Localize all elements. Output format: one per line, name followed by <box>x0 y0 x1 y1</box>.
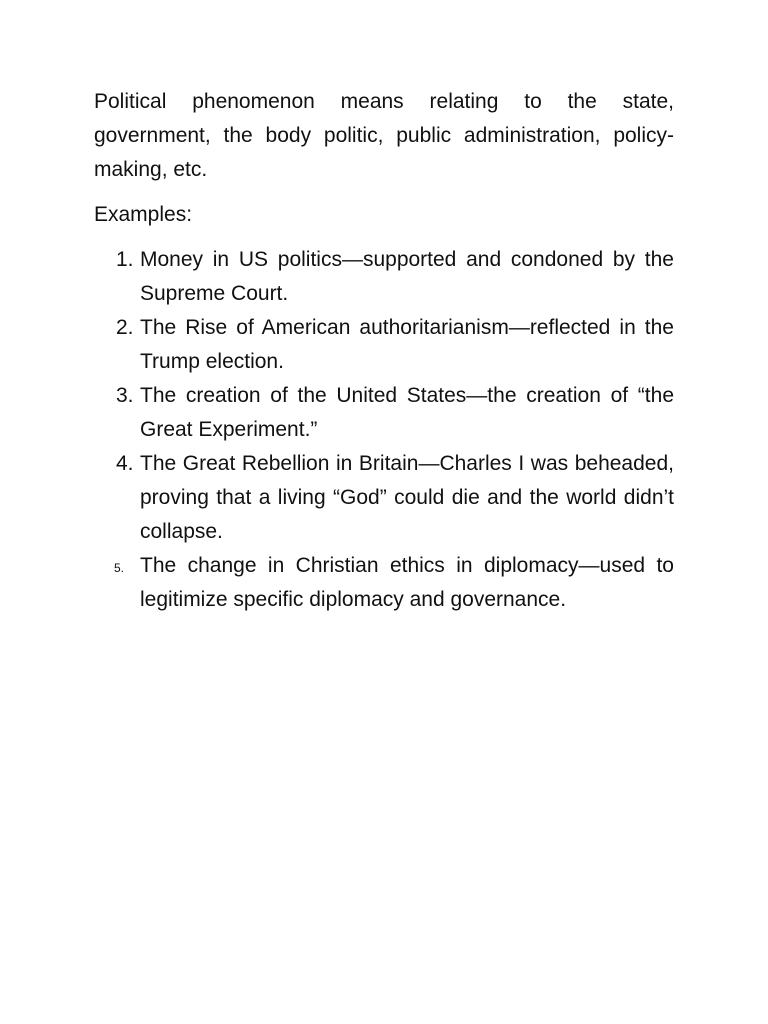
list-item <box>94 549 674 617</box>
intro-paragraph: Political phenomenon means relating to the state, government, the body politic, public administration, policy-making, etc. <box>94 90 674 181</box>
list-item-number: 5. <box>114 561 125 575</box>
list-item-text: Money in US politics—supported and condoned by the Supreme Court. <box>140 248 674 305</box>
list-item-number: 4. <box>116 452 134 475</box>
list-item-number: 1. <box>116 248 134 271</box>
list-item-text: The Rise of American authoritarianism—reflected in the Trump election. <box>140 316 674 373</box>
document-body <box>94 85 674 617</box>
list-item <box>94 447 674 549</box>
list-item <box>94 379 674 447</box>
list-item-text: The creation of the United States—the creation of “the Great Experiment.” <box>140 384 674 441</box>
list-item-number: 3. <box>116 384 134 407</box>
examples-list <box>94 243 674 617</box>
list-item <box>94 243 674 311</box>
list-item-text: The Great Rebellion in Britain—Charles I was beheaded, proving that a living “God” could die and the world didn’t collapse. <box>140 452 674 543</box>
list-item-text: The change in Christian ethics in diplomacy—used to legitimize specific diplomacy and governance. <box>140 554 674 611</box>
list-item-number: 2. <box>116 316 134 339</box>
examples-heading: Examples: <box>94 203 193 226</box>
list-item <box>94 311 674 379</box>
